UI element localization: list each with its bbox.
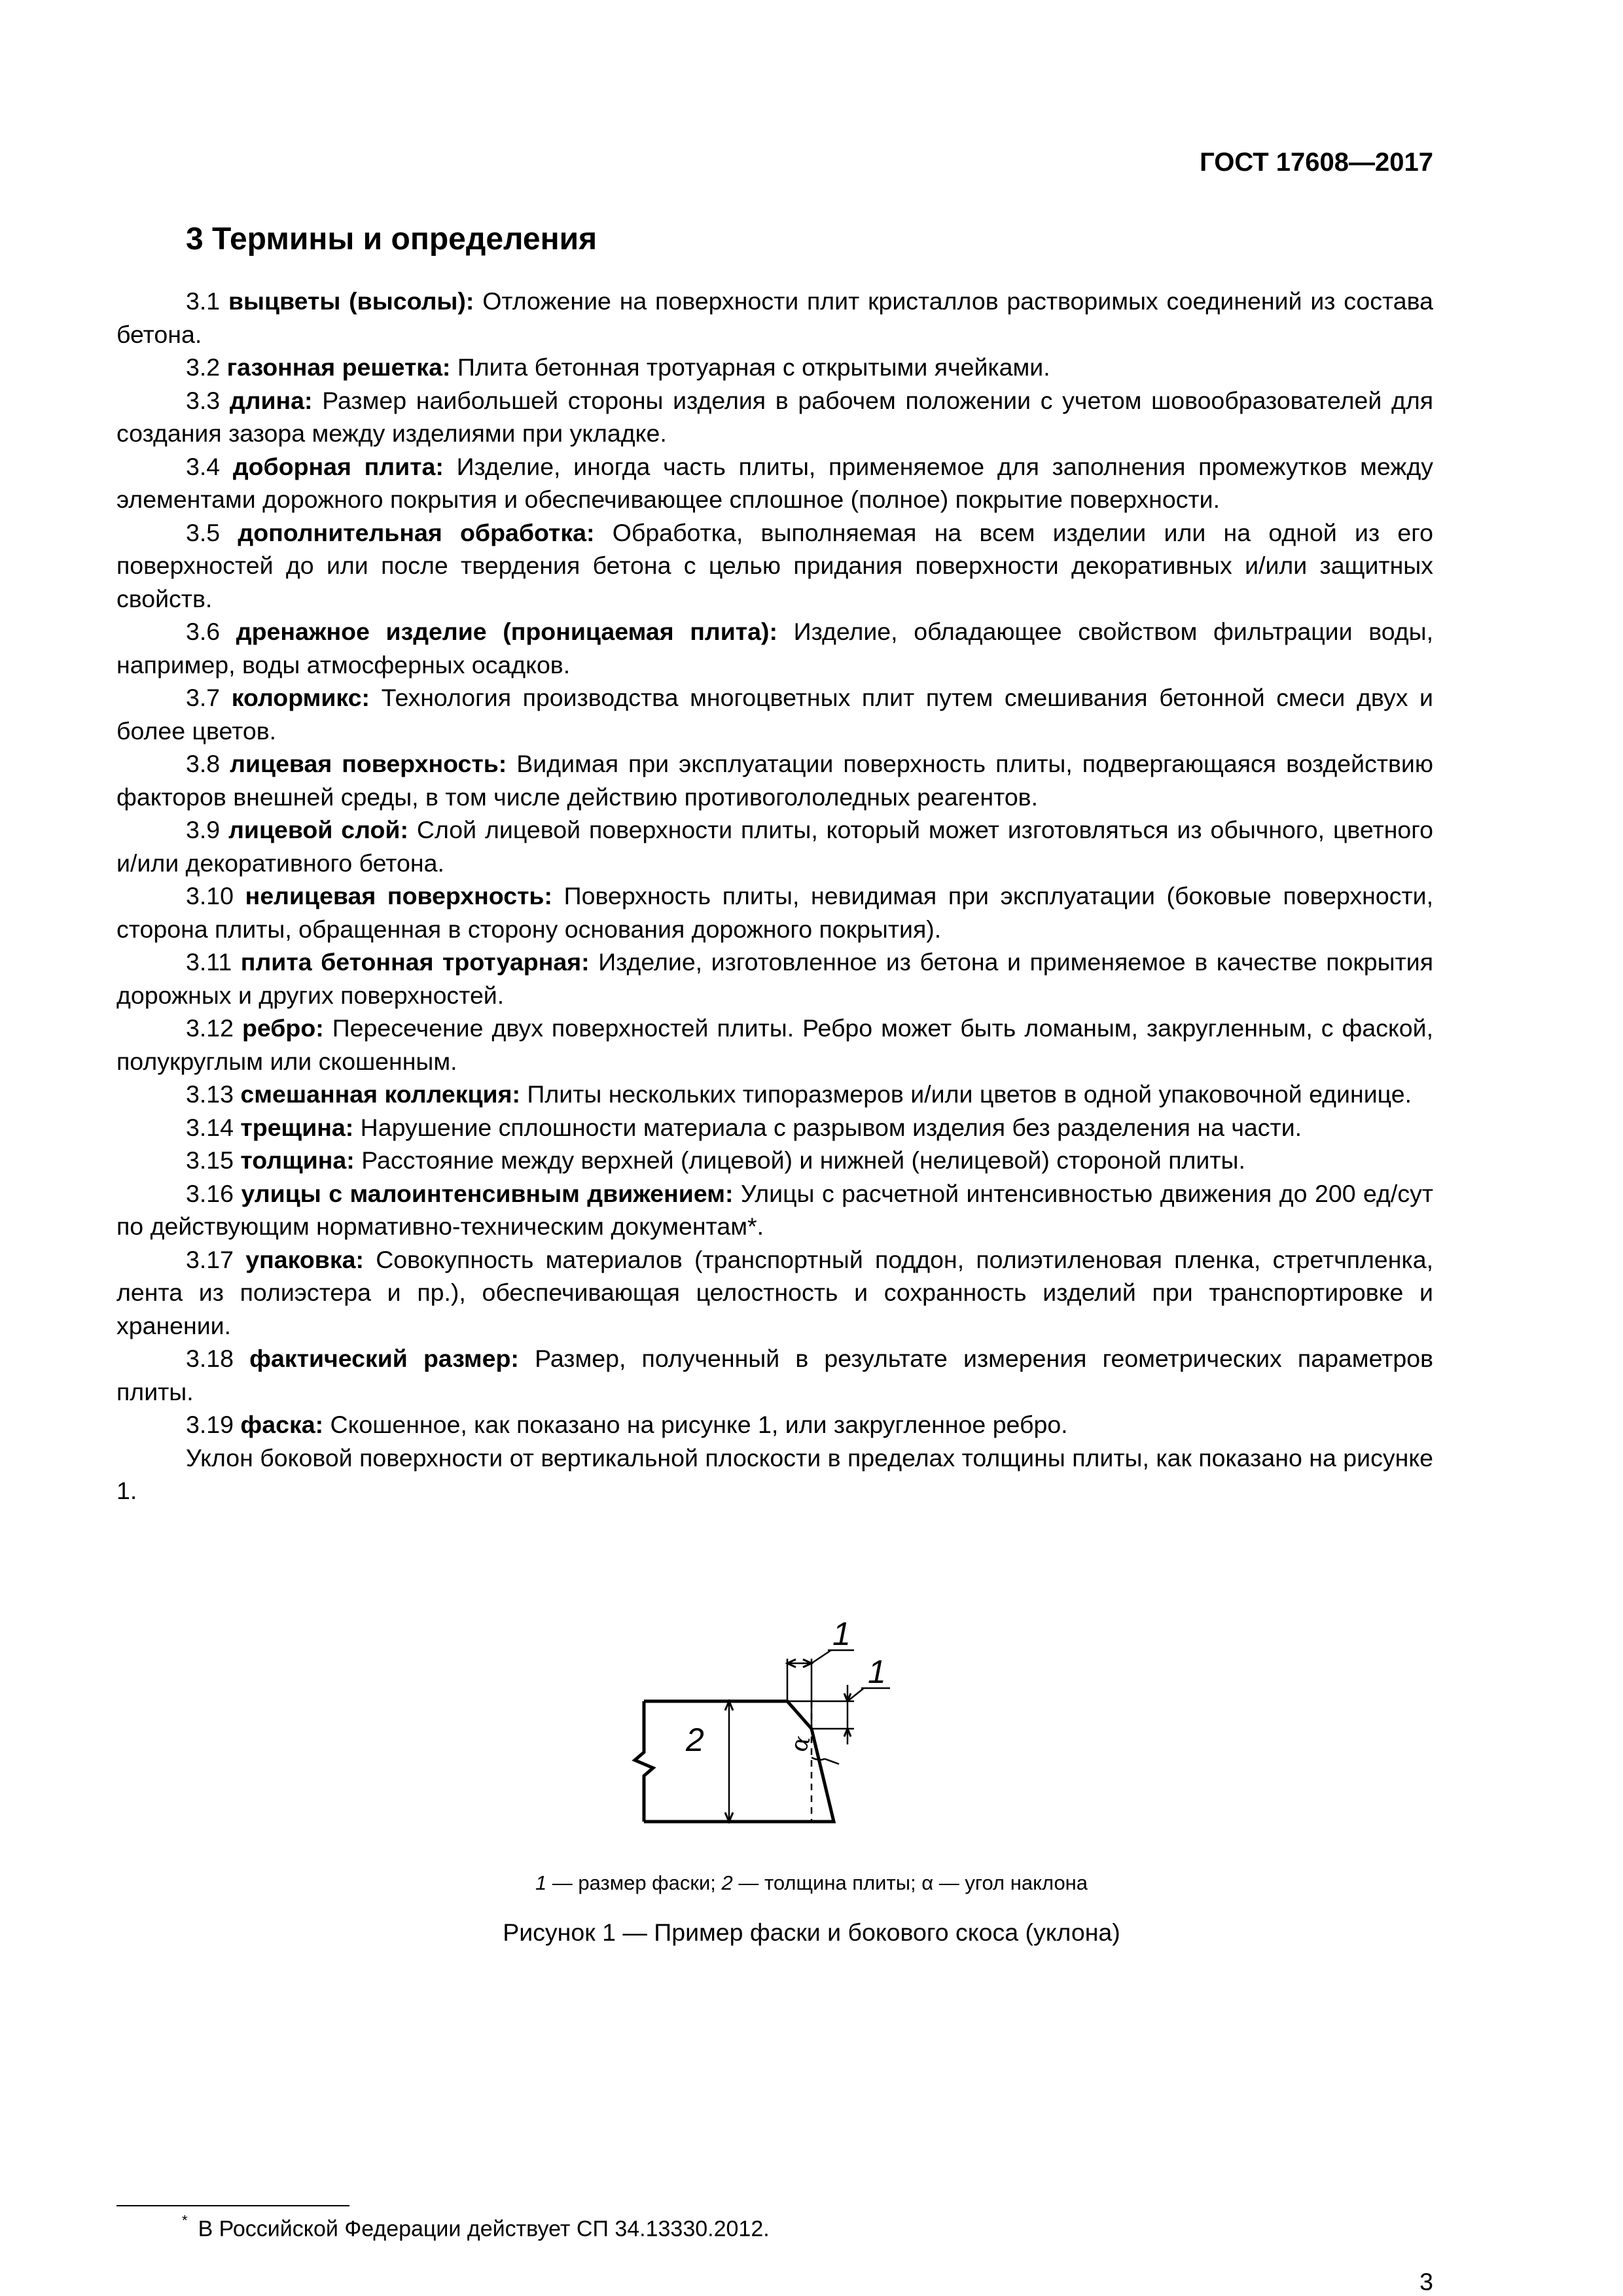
document-code: ГОСТ 17608—2017 — [1200, 148, 1433, 177]
figure-legend: 1 — размер фаски; 2 — толщина плиты; α — угол наклона — [535, 1871, 1088, 1894]
term-paragraph: 3.19 фаска: Скошенное, как показано на рисунке 1, или закругленное ребро. — [186, 1411, 1068, 1438]
footnote-marker: * — [182, 2212, 188, 2229]
term-paragraph: 3.17 упаковка: Совокупность материалов (транспортный поддон, полиэтиленовая пленка, стретчпленка, лента из полиэстера и пр.), обеспечивающая целостность и сохранность изделий при транспортировке и хранении. — [116, 1245, 1433, 1339]
term-paragraph: 3.8 лицевая поверхность: Видимая при эксплуатации поверхность плиты, подвергающаяся воздействию факторов внешней среды, в том числе действию противогололедных реагентов. — [116, 750, 1433, 811]
footnote: * В Российской Федерации действует СП 34.13330.2012. — [182, 2212, 770, 2242]
term-paragraph: 3.2 газонная решетка: Плита бетонная тротуарная с открытыми ячейками. — [186, 353, 1050, 381]
figure-label-1-top: 1 — [832, 1616, 851, 1652]
term-paragraph: 3.18 фактический размер: Размер, полученный в результате измерения геометрических параметров плиты. — [116, 1345, 1433, 1405]
slab-outline — [644, 1701, 834, 1822]
term-paragraph: 3.5 дополнительная обработка: Обработка, выполняемая на всем изделии или на одной из его поверхностей до или после твердения бетона с целью придания поверхности декоративных и/или защитных свойств. — [116, 518, 1433, 612]
section-title: 3 Термины и определения — [186, 222, 597, 256]
term-paragraph: 3.11 плита бетонная тротуарная: Изделие, изготовленное из бетона и применяемое в качестве покрытия дорожных и других поверхностей. — [116, 948, 1434, 1009]
page-number: 3 — [1419, 2268, 1433, 2295]
slope-paragraph: Уклон боковой поверхности от вертикальной плоскости в пределах толщины плиты, как показано на рисунке 1. — [116, 1443, 1433, 1504]
term-paragraph: 3.4 доборная плита: Изделие, иногда часть плиты, применяемое для заполнения промежутков между элементами дорожного покрытия и обеспечивающее сплошное (полное) покрытие поверхности. — [116, 452, 1434, 513]
figure-chamfer-drawing — [628, 1590, 910, 1858]
term-paragraph: 3.14 трещина: Нарушение сплошности материала с разрывом изделия без разделения на части. — [186, 1113, 1302, 1141]
term-paragraph: 3.7 колормикс: Технология производства многоцветных плит путем смешивания бетонной смеси двух и более цветов. — [116, 684, 1433, 745]
term-paragraph: 3.10 нелицевая поверхность: Поверхность плиты, невидимая при эксплуатации (боковые поверхности, сторона плиты, обращенная в сторону основания дорожного покрытия). — [116, 882, 1434, 943]
term-paragraph: 3.9 лицевой слой: Слой лицевой поверхности плиты, который может изготовляться из обычного, цветного и/или декоративного бетона. — [116, 816, 1433, 877]
term-paragraph: 3.15 толщина: Расстояние между верхней (лицевой) и нижней (нелицевой) стороной плиты. — [186, 1146, 1245, 1174]
terms-list — [116, 285, 1433, 1508]
term-paragraph: 3.3 длина: Размер наибольшей стороны изделия в рабочем положении с учетом шовообразователей для создания зазора между изделиями при укладке. — [116, 386, 1434, 447]
footnote-divider — [116, 2205, 349, 2206]
figure-caption: Рисунок 1 — Пример фаски и бокового скоса (уклона) — [503, 1918, 1120, 1946]
figure-label-1-right: 1 — [868, 1653, 886, 1690]
break-line — [635, 1701, 653, 1822]
figure-label-2: 2 — [686, 1722, 704, 1758]
term-paragraph: 3.16 улицы с малоинтенсивным движением: Улицы с расчетной интенсивностью движения до 200 ед/сут по действующим нормативно-техническим документам*. — [116, 1179, 1434, 1240]
term-paragraph: 3.12 ребро: Пересечение двух поверхностей плиты. Ребро может быть ломаным, закругленным, с фаской, полукруглым или скошенным. — [116, 1014, 1433, 1075]
term-paragraph: 3.6 дренажное изделие (проницаемая плита): Изделие, обладающее свойством фильтрации воды, например, воды атмосферных осадков. — [116, 618, 1434, 679]
term-paragraph: 3.1 выцветы (высолы): Отложение на поверхности плит кристаллов растворимых соединений из состава бетона. — [116, 287, 1434, 348]
figure-label-alpha: α — [785, 1731, 816, 1756]
term-paragraph: 3.13 смешанная коллекция: Плиты нескольких типоразмеров и/или цветов в одной упаковочной единице. — [186, 1080, 1412, 1108]
